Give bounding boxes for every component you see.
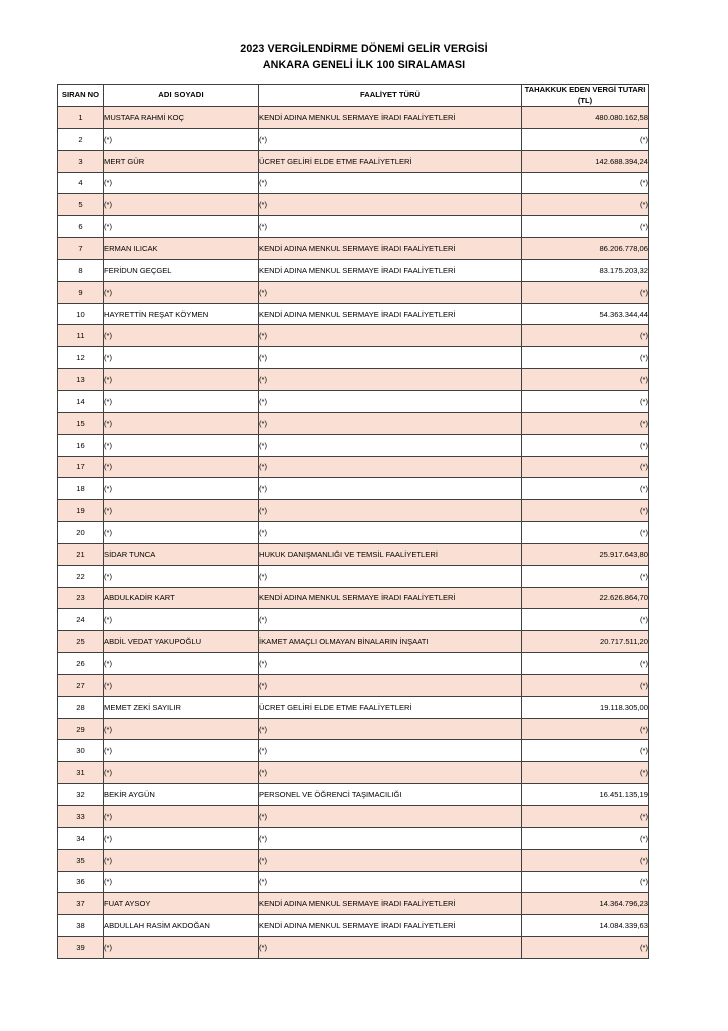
cell-activity: KENDİ ADINA MENKUL SERMAYE İRADI FAALİYETLERİ [259, 893, 522, 915]
cell-activity: (*) [259, 390, 522, 412]
table-row [58, 412, 649, 434]
taxpayer-ranking-table [57, 84, 649, 959]
cell-activity: (*) [259, 762, 522, 784]
cell-amount: (*) [522, 369, 649, 391]
cell-name: (*) [104, 412, 259, 434]
table-row [58, 369, 649, 391]
cell-activity: (*) [259, 522, 522, 544]
cell-name: (*) [104, 128, 259, 150]
cell-rank: 20 [58, 522, 104, 544]
cell-name: (*) [104, 434, 259, 456]
table-row [58, 194, 649, 216]
cell-activity: (*) [259, 347, 522, 369]
cell-activity: KENDİ ADINA MENKUL SERMAYE İRADI FAALİYETLERİ [259, 259, 522, 281]
cell-activity: (*) [259, 849, 522, 871]
cell-rank: 15 [58, 412, 104, 434]
table-row [58, 347, 649, 369]
table-row [58, 434, 649, 456]
cell-amount: (*) [522, 281, 649, 303]
cell-activity: KENDİ ADINA MENKUL SERMAYE İRADI FAALİYETLERİ [259, 238, 522, 260]
cell-amount: 25.917.643,80 [522, 543, 649, 565]
cell-rank: 30 [58, 740, 104, 762]
table-row [58, 587, 649, 609]
cell-name: (*) [104, 653, 259, 675]
cell-name: (*) [104, 281, 259, 303]
cell-name: MUSTAFA RAHMİ KOÇ [104, 107, 259, 129]
cell-activity: İKAMET AMAÇLI OLMAYAN BİNALARIN İNŞAATI [259, 631, 522, 653]
cell-activity: KENDİ ADINA MENKUL SERMAYE İRADI FAALİYETLERİ [259, 587, 522, 609]
cell-name: (*) [104, 216, 259, 238]
cell-rank: 25 [58, 631, 104, 653]
cell-rank: 7 [58, 238, 104, 260]
cell-rank: 16 [58, 434, 104, 456]
cell-name: FERİDUN GEÇGEL [104, 259, 259, 281]
cell-rank: 6 [58, 216, 104, 238]
cell-rank: 28 [58, 696, 104, 718]
table-row [58, 325, 649, 347]
cell-activity: (*) [259, 500, 522, 522]
cell-activity: (*) [259, 412, 522, 434]
cell-activity: (*) [259, 937, 522, 959]
cell-name: (*) [104, 871, 259, 893]
column-header-activity: FAALİYET TÜRÜ [259, 85, 522, 107]
table-row [58, 762, 649, 784]
cell-amount: (*) [522, 740, 649, 762]
cell-rank: 23 [58, 587, 104, 609]
table-row [58, 238, 649, 260]
cell-name: MEMET ZEKİ SAYILIR [104, 696, 259, 718]
cell-rank: 9 [58, 281, 104, 303]
table-row [58, 522, 649, 544]
cell-amount: (*) [522, 216, 649, 238]
cell-name: (*) [104, 172, 259, 194]
cell-rank: 1 [58, 107, 104, 129]
page-title [0, 0, 728, 73]
cell-amount: 22.626.864,70 [522, 587, 649, 609]
cell-name: ABDULKADİR KART [104, 587, 259, 609]
table-row [58, 107, 649, 129]
table-body [58, 107, 649, 959]
table-row [58, 740, 649, 762]
cell-amount: 20.717.511,20 [522, 631, 649, 653]
cell-amount: 16.451.135,19 [522, 784, 649, 806]
cell-activity: PERSONEL VE ÖĞRENCİ TAŞIMACILIĞI [259, 784, 522, 806]
cell-rank: 12 [58, 347, 104, 369]
table-row [58, 150, 649, 172]
cell-activity: (*) [259, 281, 522, 303]
cell-amount: (*) [522, 522, 649, 544]
table-row [58, 893, 649, 915]
cell-amount: (*) [522, 194, 649, 216]
cell-name: (*) [104, 827, 259, 849]
cell-name: (*) [104, 806, 259, 828]
table-row [58, 937, 649, 959]
cell-activity: KENDİ ADINA MENKUL SERMAYE İRADI FAALİYETLERİ [259, 303, 522, 325]
table-header [58, 85, 649, 107]
cell-name: (*) [104, 390, 259, 412]
cell-name: (*) [104, 762, 259, 784]
cell-amount: (*) [522, 347, 649, 369]
table-row [58, 456, 649, 478]
cell-name: (*) [104, 478, 259, 500]
cell-amount: (*) [522, 718, 649, 740]
cell-name: MERT GÜR [104, 150, 259, 172]
cell-name: (*) [104, 194, 259, 216]
cell-name: (*) [104, 740, 259, 762]
cell-activity: HUKUK DANIŞMANLIĞI VE TEMSİL FAALİYETLERİ [259, 543, 522, 565]
cell-activity: ÜCRET GELİRİ ELDE ETME FAALİYETLERİ [259, 150, 522, 172]
cell-activity: (*) [259, 434, 522, 456]
cell-amount: (*) [522, 565, 649, 587]
cell-activity: (*) [259, 565, 522, 587]
cell-amount: (*) [522, 871, 649, 893]
cell-name: ABDULLAH RASİM AKDOĞAN [104, 915, 259, 937]
cell-rank: 31 [58, 762, 104, 784]
cell-amount: (*) [522, 478, 649, 500]
table-row [58, 631, 649, 653]
table-row [58, 478, 649, 500]
table-row [58, 806, 649, 828]
cell-activity: KENDİ ADINA MENKUL SERMAYE İRADI FAALİYETLERİ [259, 107, 522, 129]
cell-rank: 11 [58, 325, 104, 347]
cell-rank: 13 [58, 369, 104, 391]
cell-amount: (*) [522, 434, 649, 456]
cell-amount: 142.688.394,24 [522, 150, 649, 172]
cell-rank: 21 [58, 543, 104, 565]
cell-amount: (*) [522, 674, 649, 696]
cell-amount: 19.118.305,00 [522, 696, 649, 718]
cell-rank: 4 [58, 172, 104, 194]
table-row [58, 915, 649, 937]
cell-rank: 3 [58, 150, 104, 172]
cell-rank: 24 [58, 609, 104, 631]
cell-rank: 39 [58, 937, 104, 959]
cell-activity: KENDİ ADINA MENKUL SERMAYE İRADI FAALİYETLERİ [259, 915, 522, 937]
cell-activity: (*) [259, 369, 522, 391]
column-header-rank: SIRAN NO [58, 85, 104, 107]
cell-rank: 26 [58, 653, 104, 675]
cell-amount: (*) [522, 128, 649, 150]
column-header-name: ADI SOYADI [104, 85, 259, 107]
cell-activity: (*) [259, 128, 522, 150]
cell-amount: (*) [522, 412, 649, 434]
cell-name: SİDAR TUNCA [104, 543, 259, 565]
cell-activity: (*) [259, 718, 522, 740]
cell-amount: (*) [522, 849, 649, 871]
title-line-primary: 2023 VERGİLENDİRME DÖNEMİ GELİR VERGİSİ [240, 43, 488, 55]
cell-amount: 14.084.339,63 [522, 915, 649, 937]
cell-amount: (*) [522, 390, 649, 412]
cell-activity: (*) [259, 325, 522, 347]
cell-rank: 35 [58, 849, 104, 871]
cell-name: FUAT AYSOY [104, 893, 259, 915]
column-header-amount-label: TAHAKKUK EDEN VERGİ TUTARI [524, 85, 646, 94]
cell-rank: 2 [58, 128, 104, 150]
cell-name: (*) [104, 937, 259, 959]
cell-rank: 36 [58, 871, 104, 893]
table-container [57, 84, 648, 959]
cell-rank: 34 [58, 827, 104, 849]
table-row [58, 609, 649, 631]
table-header-row [58, 85, 649, 107]
table-row [58, 543, 649, 565]
cell-activity: (*) [259, 806, 522, 828]
cell-rank: 38 [58, 915, 104, 937]
table-row [58, 674, 649, 696]
table-row [58, 281, 649, 303]
table-row [58, 653, 649, 675]
table-row [58, 871, 649, 893]
column-header-amount-unit: (TL) [577, 95, 593, 105]
cell-rank: 5 [58, 194, 104, 216]
cell-rank: 17 [58, 456, 104, 478]
cell-rank: 29 [58, 718, 104, 740]
cell-activity: (*) [259, 740, 522, 762]
cell-rank: 18 [58, 478, 104, 500]
table-row [58, 390, 649, 412]
cell-amount: (*) [522, 762, 649, 784]
cell-activity: (*) [259, 478, 522, 500]
cell-amount: 83.175.203,32 [522, 259, 649, 281]
cell-rank: 22 [58, 565, 104, 587]
cell-amount: (*) [522, 937, 649, 959]
cell-name: ERMAN ILICAK [104, 238, 259, 260]
cell-rank: 14 [58, 390, 104, 412]
cell-rank: 19 [58, 500, 104, 522]
cell-amount: 54.363.344,44 [522, 303, 649, 325]
cell-activity: (*) [259, 827, 522, 849]
cell-rank: 10 [58, 303, 104, 325]
cell-name: HAYRETTİN REŞAT KÖYMEN [104, 303, 259, 325]
cell-name: (*) [104, 369, 259, 391]
cell-name: (*) [104, 325, 259, 347]
cell-amount: 86.206.778,06 [522, 238, 649, 260]
table-row [58, 128, 649, 150]
cell-amount: (*) [522, 500, 649, 522]
cell-amount: 14.364.796,23 [522, 893, 649, 915]
cell-name: (*) [104, 609, 259, 631]
cell-activity: (*) [259, 674, 522, 696]
cell-amount: (*) [522, 325, 649, 347]
cell-amount: (*) [522, 456, 649, 478]
table-row [58, 849, 649, 871]
cell-activity: (*) [259, 194, 522, 216]
cell-amount: (*) [522, 827, 649, 849]
table-row [58, 696, 649, 718]
cell-rank: 32 [58, 784, 104, 806]
cell-name: (*) [104, 565, 259, 587]
cell-name: (*) [104, 674, 259, 696]
cell-amount: (*) [522, 609, 649, 631]
cell-name: ABDİL VEDAT YAKUPOĞLU [104, 631, 259, 653]
cell-amount: (*) [522, 806, 649, 828]
table-row [58, 303, 649, 325]
cell-rank: 33 [58, 806, 104, 828]
cell-activity: (*) [259, 653, 522, 675]
cell-amount: (*) [522, 653, 649, 675]
cell-activity: (*) [259, 216, 522, 238]
table-row [58, 500, 649, 522]
cell-activity: (*) [259, 871, 522, 893]
cell-rank: 27 [58, 674, 104, 696]
cell-amount: 480.080.162,58 [522, 107, 649, 129]
cell-amount: (*) [522, 172, 649, 194]
table-row [58, 565, 649, 587]
cell-activity: (*) [259, 609, 522, 631]
table-row [58, 216, 649, 238]
title-line-secondary: ANKARA GENELİ İLK 100 SIRALAMASI [262, 58, 466, 71]
cell-activity: (*) [259, 456, 522, 478]
table-row [58, 259, 649, 281]
cell-name: (*) [104, 500, 259, 522]
cell-activity: (*) [259, 172, 522, 194]
table-row [58, 718, 649, 740]
cell-name: (*) [104, 347, 259, 369]
table-row [58, 827, 649, 849]
cell-rank: 37 [58, 893, 104, 915]
table-row [58, 172, 649, 194]
column-header-amount [522, 85, 649, 107]
cell-activity: ÜCRET GELİRİ ELDE ETME FAALİYETLERİ [259, 696, 522, 718]
table-row [58, 784, 649, 806]
cell-name: BEKİR AYGÜN [104, 784, 259, 806]
cell-name: (*) [104, 718, 259, 740]
cell-name: (*) [104, 522, 259, 544]
cell-name: (*) [104, 849, 259, 871]
cell-rank: 8 [58, 259, 104, 281]
cell-name: (*) [104, 456, 259, 478]
